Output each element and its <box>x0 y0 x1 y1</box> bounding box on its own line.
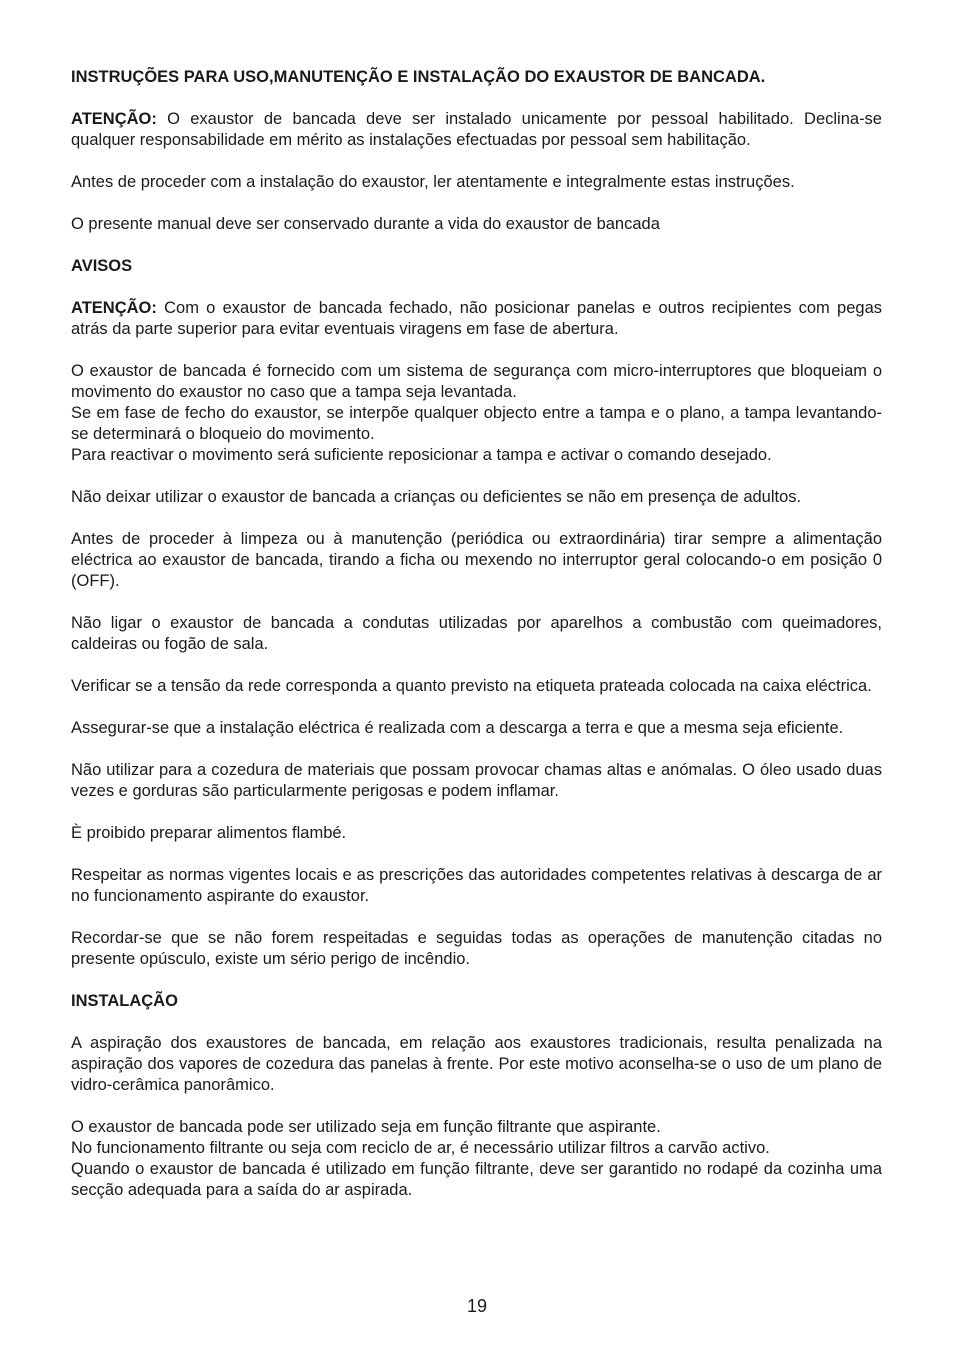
attention-label: ATENÇÃO: <box>71 110 157 128</box>
page-number: 19 <box>466 1296 488 1316</box>
attention-label: ATENÇÃO: <box>71 299 157 317</box>
document-page <box>71 67 882 1222</box>
instalacao-heading: INSTALAÇÃO <box>71 992 178 1010</box>
warning-paragraph: Não utilizar para a cozedura de materiais que possam provocar chamas altas e anómalas. O óleo usado duas vezes e gorduras são particularmente perigosas e podem inflamar. <box>71 761 882 800</box>
filter-mode-paragraph <box>71 1117 882 1201</box>
warning-paragraph: È proibido preparar alimentos flambé. <box>71 824 347 842</box>
warning-paragraph: Não ligar o exaustor de bancada a condutas utilizadas por aparelhos a combustão com queimadores, caldeiras ou fogão de sala. <box>71 614 882 653</box>
avisos-heading: AVISOS <box>71 257 133 275</box>
aspiration-paragraph: A aspiração dos exaustores de bancada, em relação aos exaustores tradicionais, resulta penalizada na aspiração dos vapores de cozedura das panelas à frente. Por este motivo aconselha-se o uso de um plano de vidro-cerâmica panorâmico. <box>71 1034 882 1094</box>
warning-paragraph: Respeitar as normas vigentes locais e as prescrições das autoridades competentes relativas à descarga de ar no funcionamento aspirante do exaustor. <box>71 866 882 905</box>
filter-mode-line: O exaustor de bancada pode ser utilizado seja em função filtrante que aspirante. <box>71 1118 661 1136</box>
filter-mode-line: Quando o exaustor de bancada é utilizado em função filtrante, deve ser garantido no rodapé da cozinha uma secção adequada para a saída do ar aspirada. <box>71 1160 882 1199</box>
warning-paragraph: Antes de proceder à limpeza ou à manutenção (periódica ou extraordinária) tirar sempre a alimentação eléctrica ao exaustor de bancada, tirando a ficha ou mexendo no interruptor geral colocando-o em posição 0 (OFF). <box>71 530 882 590</box>
warning-paragraph: Assegurar-se que a instalação eléctrica é realizada com a descarga a terra e que a mesma seja eficiente. <box>71 719 844 737</box>
safety-line: O exaustor de bancada é fornecido com um sistema de segurança com micro-interruptores que bloqueiam o movimento do exaustor no caso que a tampa seja levantada. <box>71 362 882 401</box>
installer-warning <box>71 109 882 151</box>
document-title: INSTRUÇÕES PARA USO,MANUTENÇÃO E INSTALAÇÃO DO EXAUSTOR DE BANCADA. <box>71 68 766 86</box>
warning-paragraph: Não deixar utilizar o exaustor de bancada a crianças ou deficientes se não em presença de adultos. <box>71 488 802 506</box>
warning-paragraph: Recordar-se que se não forem respeitadas e seguidas todas as operações de manutenção citadas no presente opúsculo, existe um sério perigo de incêndio. <box>71 929 882 968</box>
filter-mode-line: No funcionamento filtrante ou seja com reciclo de ar, é necessário utilizar filtros a carvão activo. <box>71 1139 770 1157</box>
closed-hood-warning-text: Com o exaustor de bancada fechado, não posicionar panelas e outros recipientes com pegas atrás da parte superior para evitar eventuais viragens em fase de abertura. <box>71 299 882 338</box>
safety-system-paragraph <box>71 361 882 466</box>
installer-warning-text: O exaustor de bancada deve ser instalado unicamente por pessoal habilitado. Declina-se qualquer responsabilidade em mérito as instalações efectuadas por pessoal sem habilitação. <box>71 110 882 149</box>
safety-line: Se em fase de fecho do exaustor, se interpõe qualquer objecto entre a tampa e o plano, a tampa levantando-se determinará o bloqueio do movimento. <box>71 404 882 443</box>
keep-manual-paragraph: O presente manual deve ser conservado durante a vida do exaustor de bancada <box>71 215 660 233</box>
read-instructions-paragraph: Antes de proceder com a instalação do exaustor, ler atentamente e integralmente estas instruções. <box>71 173 795 191</box>
closed-hood-warning <box>71 298 882 340</box>
safety-line: Para reactivar o movimento será suficiente reposicionar a tampa e activar o comando desejado. <box>71 446 772 464</box>
warning-paragraph: Verificar se a tensão da rede corresponda a quanto previsto na etiqueta prateada colocada na caixa eléctrica. <box>71 677 872 695</box>
